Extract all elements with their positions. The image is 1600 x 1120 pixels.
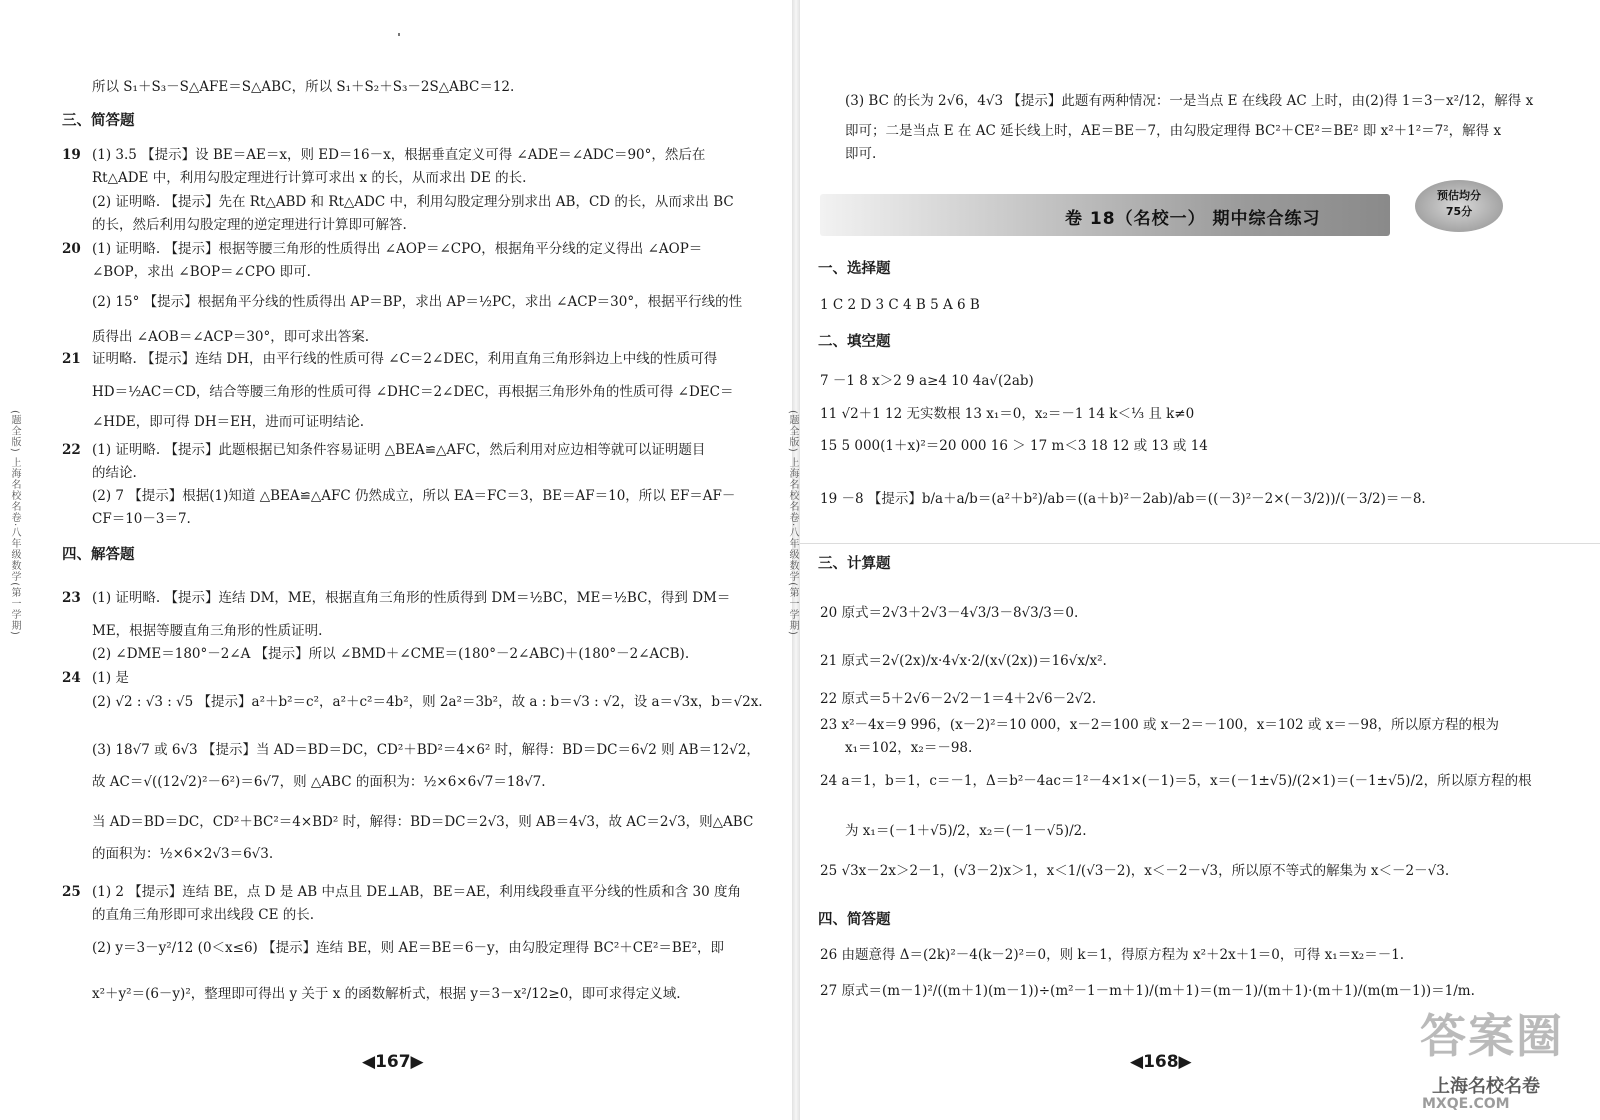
question-number: 22	[62, 442, 81, 458]
watermark-series-text: 上海名校名卷	[1432, 1076, 1540, 1097]
answer-line: ∠HDE，即可得 DH＝EH，进而可证明结论.	[92, 414, 365, 430]
answer-line: 25 √3x－2x＞2－1，(√3－2)x＞1，x＜1/(√3－2)，x＜－2－√3，所以原不等式的解集为 x＜－2－√3.	[820, 863, 1450, 879]
answer-line: 19 －8 【提示】b/a＋a/b＝(a²＋b²)/ab＝((a＋b)²－2ab)/ab＝((－3)²－2×(－3/2))/(－3/2)＝－8.	[820, 491, 1426, 507]
answer-line: HD＝½AC＝CD，结合等腰三角形的性质可得 ∠DHC＝2∠DEC，再根据三角形外角的性质可得 ∠DEC＝	[92, 384, 734, 400]
answer-line: ∠BOP，求出 ∠BOP＝∠CPO 即可.	[92, 264, 311, 280]
answer-line: 15 5 000(1＋x)²＝20 000 16 ＞ 17 m＜3 18 12 或 13 或 14	[820, 438, 1208, 454]
estimated-score-badge	[1415, 180, 1503, 232]
answer-line: Rt△ADE 中，利用勾股定理进行计算可求出 x 的长，从而求出 DE 的长.	[92, 170, 527, 186]
answer-line: CF＝10－3＝7.	[92, 511, 191, 527]
answer-line: (1) 证明略. 【提示】连结 DM，ME，根据直角三角形的性质得到 DM＝½BC，ME＝½BC，得到 DM＝	[92, 590, 731, 606]
answer-line: 22 原式＝5＋2√6－2√2－1＝4＋2√6－2√2.	[820, 691, 1097, 707]
question-number: 25	[62, 884, 81, 900]
answer-line: x²＋y²＝(6－y)²，整理即可得出 y 关于 x 的函数解析式，根据 y＝3－x²/12≥0，即可求得定义域.	[92, 986, 681, 1002]
watermark-big-text: 答案圈	[1420, 1009, 1564, 1063]
page-number-left: ◀167▶	[362, 1052, 424, 1072]
answer-line: 的直角三角形即可求出线段 CE 的长.	[92, 907, 315, 923]
answer-line: 26 由题意得 Δ＝(2k)²－4(k－2)²＝0，则 k＝1，得原方程为 x²＋2x＋1＝0，可得 x₁＝x₂＝－1.	[820, 947, 1405, 963]
answer-line: 的面积为：½×6×2√3＝6√3.	[92, 846, 274, 862]
section-heading: 三、计算题	[818, 556, 891, 572]
question-number: 19	[62, 147, 81, 163]
right-page	[787, 0, 1600, 1120]
answer-line: 21 原式＝2√(2x)/x·4√x·2/(x√(2x))＝16√x/x².	[820, 653, 1107, 669]
answer-line: ME，根据等腰直角三角形的性质证明.	[92, 623, 323, 639]
question-number: 24	[62, 670, 81, 686]
answer-line: 24 a＝1，b＝1，c＝－1，Δ＝b²－4ac＝1²－4×1×(－1)＝5，x＝(－1±√5)/(2×1)＝(－1±√5)/2，所以原方程的根	[820, 773, 1532, 789]
question-number: 20	[62, 241, 81, 257]
answer-line: 1 C 2 D 3 C 4 B 5 A 6 B	[820, 297, 980, 313]
section-heading: 二、填空题	[818, 334, 891, 350]
exam-title: 卷 18（名校一） 期中综合练习	[1065, 209, 1321, 229]
page-number-right: ◀168▶	[1130, 1052, 1192, 1072]
answer-line: x₁＝102，x₂＝－98.	[845, 740, 973, 756]
scan-dot	[398, 33, 400, 36]
score-badge-value: 75分	[1445, 205, 1473, 218]
answer-line: (2) 15° 【提示】根据角平分线的性质得出 AP＝BP，求出 AP＝½PC，求出 ∠ACP＝30°，根据平行线的性	[92, 294, 743, 310]
answer-line: 为 x₁＝(－1＋√5)/2，x₂＝(－1－√5)/2.	[845, 823, 1087, 839]
answer-line: (1) 证明略. 【提示】此题根据已知条件容易证明 △BEA≌△AFC，然后利用对应边相等就可以证明题目	[92, 442, 706, 458]
exam-title-banner	[820, 194, 1390, 236]
answer-line: 的长，然后利用勾股定理的逆定理进行计算即可解答.	[92, 217, 407, 233]
section-heading: 四、解答题	[62, 547, 135, 563]
answer-line: (3) BC 的长为 2√6，4√3 【提示】此题有两种情况：一是当点 E 在线段 AC 上时，由(2)得 1＝3－x²/12，解得 x	[845, 93, 1534, 109]
watermark-logo	[1412, 1000, 1587, 1112]
section-heading: 一、选择题	[818, 261, 891, 277]
answer-line: 即可.	[845, 146, 877, 162]
side-text-left: (题全版) 上海名校名卷·八年级数学(第一学期)	[9, 410, 20, 636]
answer-line: 的结论.	[92, 465, 137, 481]
answer-line: 7 －1 8 x＞2 9 a≥4 10 4a√(2ab)	[820, 373, 1034, 389]
score-badge-label: 预估均分	[1437, 189, 1481, 202]
section-heading: 四、简答题	[818, 912, 891, 928]
answer-line: 所以 S₁＋S₃－S△AFE＝S△ABC，所以 S₁＋S₂＋S₃－2S△ABC＝12.	[92, 79, 515, 95]
answer-line: 故 AC＝√((12√2)²－6²)＝6√7，则 △ABC 的面积为：½×6×6√7＝18√7.	[92, 774, 546, 790]
answer-line: (1) 证明略. 【提示】根据等腰三角形的性质得出 ∠AOP＝∠CPO，根据角平分线的定义得出 ∠AOP＝	[92, 241, 703, 257]
answer-line: 20 原式＝2√3＋2√3－4√3/3－8√3/3＝0.	[820, 605, 1079, 621]
answer-line: (3) 18√7 或 6√3 【提示】当 AD＝BD＝DC，CD²＋BD²＝4×6² 时，解得：BD＝DC＝6√2 则 AB＝12√2，	[92, 742, 760, 758]
answer-line: (2) 7 【提示】根据(1)知道 △BEA≌△AFC 仍然成立，所以 EA＝FC＝3，BE＝AF＝10，所以 EF＝AF－	[92, 488, 736, 504]
answer-line: (2) √2 : √3 : √5 【提示】a²＋b²＝c²，a²＋c²＝4b²，则 2a²＝3b²，故 a : b＝√3 : √2，设 a＝√3x，b＝√2x.	[92, 694, 763, 710]
answer-line: (1) 3.5 【提示】设 BE＝AE＝x，则 ED＝16－x，根据垂直定义可得 ∠ADE＝∠ADC＝90°，然后在	[92, 147, 706, 163]
answer-line: (2) ∠DME＝180°－2∠A 【提示】所以 ∠BMD＋∠CME＝(180°－2∠ABC)＋(180°－2∠ACB).	[92, 646, 690, 662]
left-page	[0, 0, 792, 1120]
answer-line: 27 原式＝(m－1)²/((m＋1)(m－1))÷(m²－1－m＋1)/(m＋1)＝(m－1)/(m＋1)·(m＋1)/(m(m－1))＝1/m.	[820, 983, 1475, 999]
answer-line: (1) 是	[92, 670, 129, 686]
question-number: 23	[62, 590, 81, 606]
answer-line: (2) y＝3－y²/12 (0＜x≤6) 【提示】连结 BE，则 AE＝BE＝6－y，由勾股定理得 BC²＋CE²＝BE²，即	[92, 940, 725, 956]
question-number: 21	[62, 351, 81, 367]
answer-line: 即可；二是当点 E 在 AC 延长线上时，AE＝BE－7，由勾股定理得 BC²＋CE²＝BE² 即 x²＋1²＝7²，解得 x	[845, 123, 1502, 139]
answer-line: (1) 2 【提示】连结 BE，点 D 是 AB 中点且 DE⊥AB，BE＝AE，利用线段垂直平分线的性质和含 30 度角	[92, 884, 741, 900]
watermark-url-text: MXQE.COM	[1422, 1096, 1510, 1112]
answer-line: (2) 证明略. 【提示】先在 Rt△ABD 和 Rt△ADC 中，利用勾股定理分别求出 AB，CD 的长，从而求出 BC	[92, 194, 734, 210]
section-heading: 三、简答题	[62, 113, 135, 129]
answer-line: 当 AD＝BD＝DC，CD²＋BC²＝4×BD² 时，解得：BD＝DC＝2√3，则 AB＝4√3，故 AC＝2√3，则△ABC	[92, 814, 754, 830]
section-divider	[800, 543, 1600, 544]
side-text-right: (题全版) 上海名校名卷·八年级数学(第一学期)	[787, 410, 798, 636]
answer-line: 质得出 ∠AOB＝∠ACP＝30°，即可求出答案.	[92, 329, 370, 345]
answer-line: 证明略. 【提示】连结 DH，由平行线的性质可得 ∠C＝2∠DEC，利用直角三角形斜边上中线的性质可得	[92, 351, 718, 367]
answer-line: 11 √2＋1 12 无实数根 13 x₁＝0，x₂＝－1 14 k＜⅓ 且 k≠0	[820, 406, 1195, 422]
answer-line: 23 x²－4x＝9 996，(x－2)²＝10 000，x－2＝100 或 x－2＝－100，x＝102 或 x＝－98，所以原方程的根为	[820, 717, 1500, 733]
